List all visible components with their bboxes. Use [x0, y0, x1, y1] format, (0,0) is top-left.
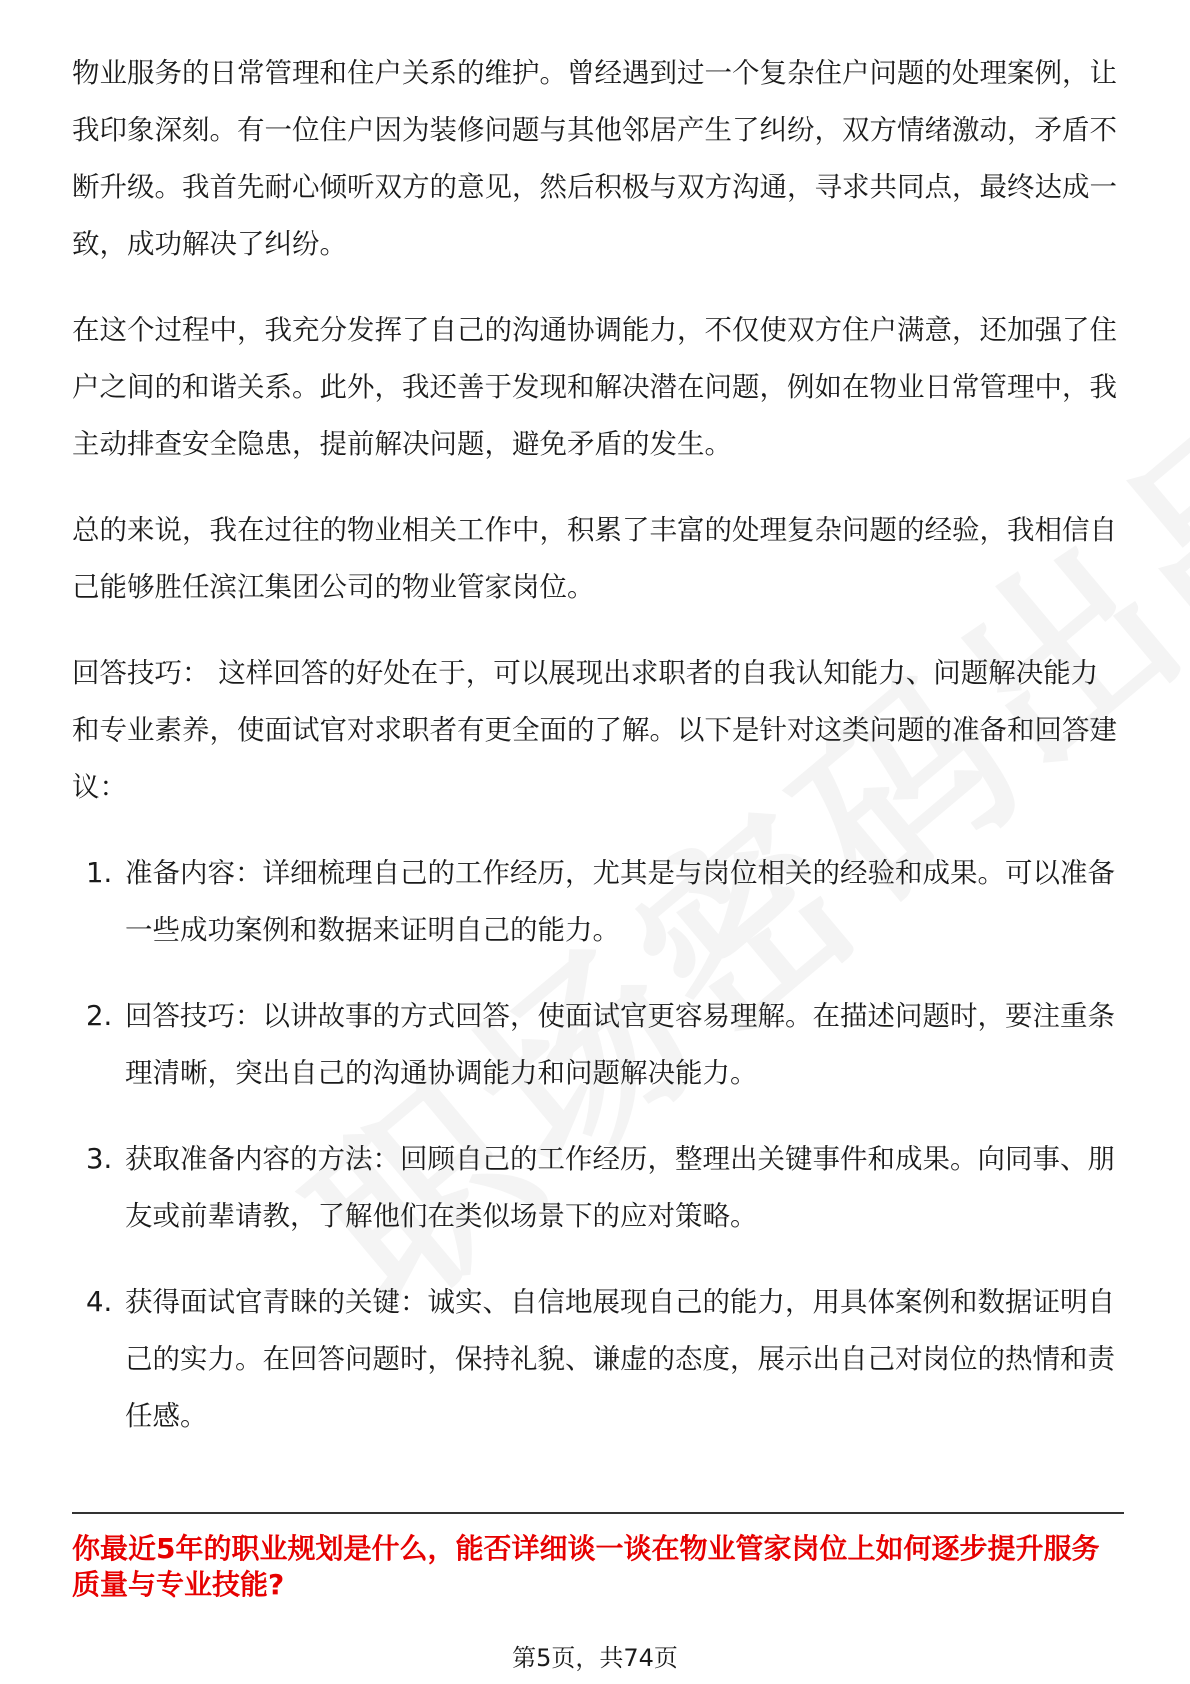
- list-text: 获取准备内容的方法：回顾自己的工作经历，整理出关键事件和成果。向同事、朋友或前辈请教，了解他们在类似场景下的应对策略。: [125, 1143, 1115, 1232]
- list-item: [72, 845, 1122, 959]
- list-text: 准备内容：详细梳理自己的工作经历，尤其是与岗位相关的经验和成果。可以准备一些成功案例和数据来证明自己的能力。: [125, 857, 1115, 946]
- paragraph: 在这个过程中，我充分发挥了自己的沟通协调能力，不仅使双方住户满意，还加强了住户之间的和谐关系。此外，我还善于发现和解决潜在问题，例如在物业日常管理中，我主动排查安全隐患，提前解决问题，避免矛盾的发生。: [72, 314, 1117, 460]
- document-body: [72, 45, 1122, 1474]
- section-divider: [72, 1512, 1124, 1514]
- paragraph: 总的来说，我在过往的物业相关工作中，积累了丰富的处理复杂问题的经验，我相信自己能够胜任滨江集团公司的物业管家岗位。: [72, 514, 1117, 603]
- list-number: 3.: [86, 1143, 113, 1175]
- list-number: 4.: [86, 1286, 113, 1318]
- advice-list: [72, 845, 1122, 1445]
- list-text: 获得面试官青睐的关键：诚实、自信地展现自己的能力，用具体案例和数据证明自己的实力。在回答问题时，保持礼貌、谦虚的态度，展示出自己对岗位的热情和责任感。: [125, 1286, 1115, 1432]
- paragraph: 物业服务的日常管理和住户关系的维护。曾经遇到过一个复杂住户问题的处理案例，让我印象深刻。有一位住户因为装修问题与其他邻居产生了纠纷，双方情绪激动，矛盾不断升级。我首先耐心倾听双方的意见，然后积极与双方沟通，寻求共同点，最终达成一致，成功解决了纠纷。: [72, 57, 1117, 260]
- page-footer: 第5页，共74页: [512, 1644, 678, 1672]
- list-number: 1.: [86, 857, 113, 889]
- list-item: [72, 988, 1122, 1102]
- list-item: [72, 1274, 1122, 1445]
- list-item: [72, 1131, 1122, 1245]
- list-text: 回答技巧：以讲故事的方式回答，使面试官更容易理解。在描述问题时，要注重条理清晰，突出自己的沟通协调能力和问题解决能力。: [125, 1000, 1115, 1089]
- list-number: 2.: [86, 1000, 113, 1032]
- interview-question: 你最近5年的职业规划是什么，能否详细谈一谈在物业管家岗位上如何逐步提升服务质量与专业技能?: [72, 1532, 1100, 1601]
- answer-tips-paragraph: 回答技巧： 这样回答的好处在于，可以展现出求职者的自我认知能力、问题解决能力和专业素养，使面试官对求职者有更全面的了解。以下是针对这类问题的准备和回答建议：: [72, 657, 1117, 803]
